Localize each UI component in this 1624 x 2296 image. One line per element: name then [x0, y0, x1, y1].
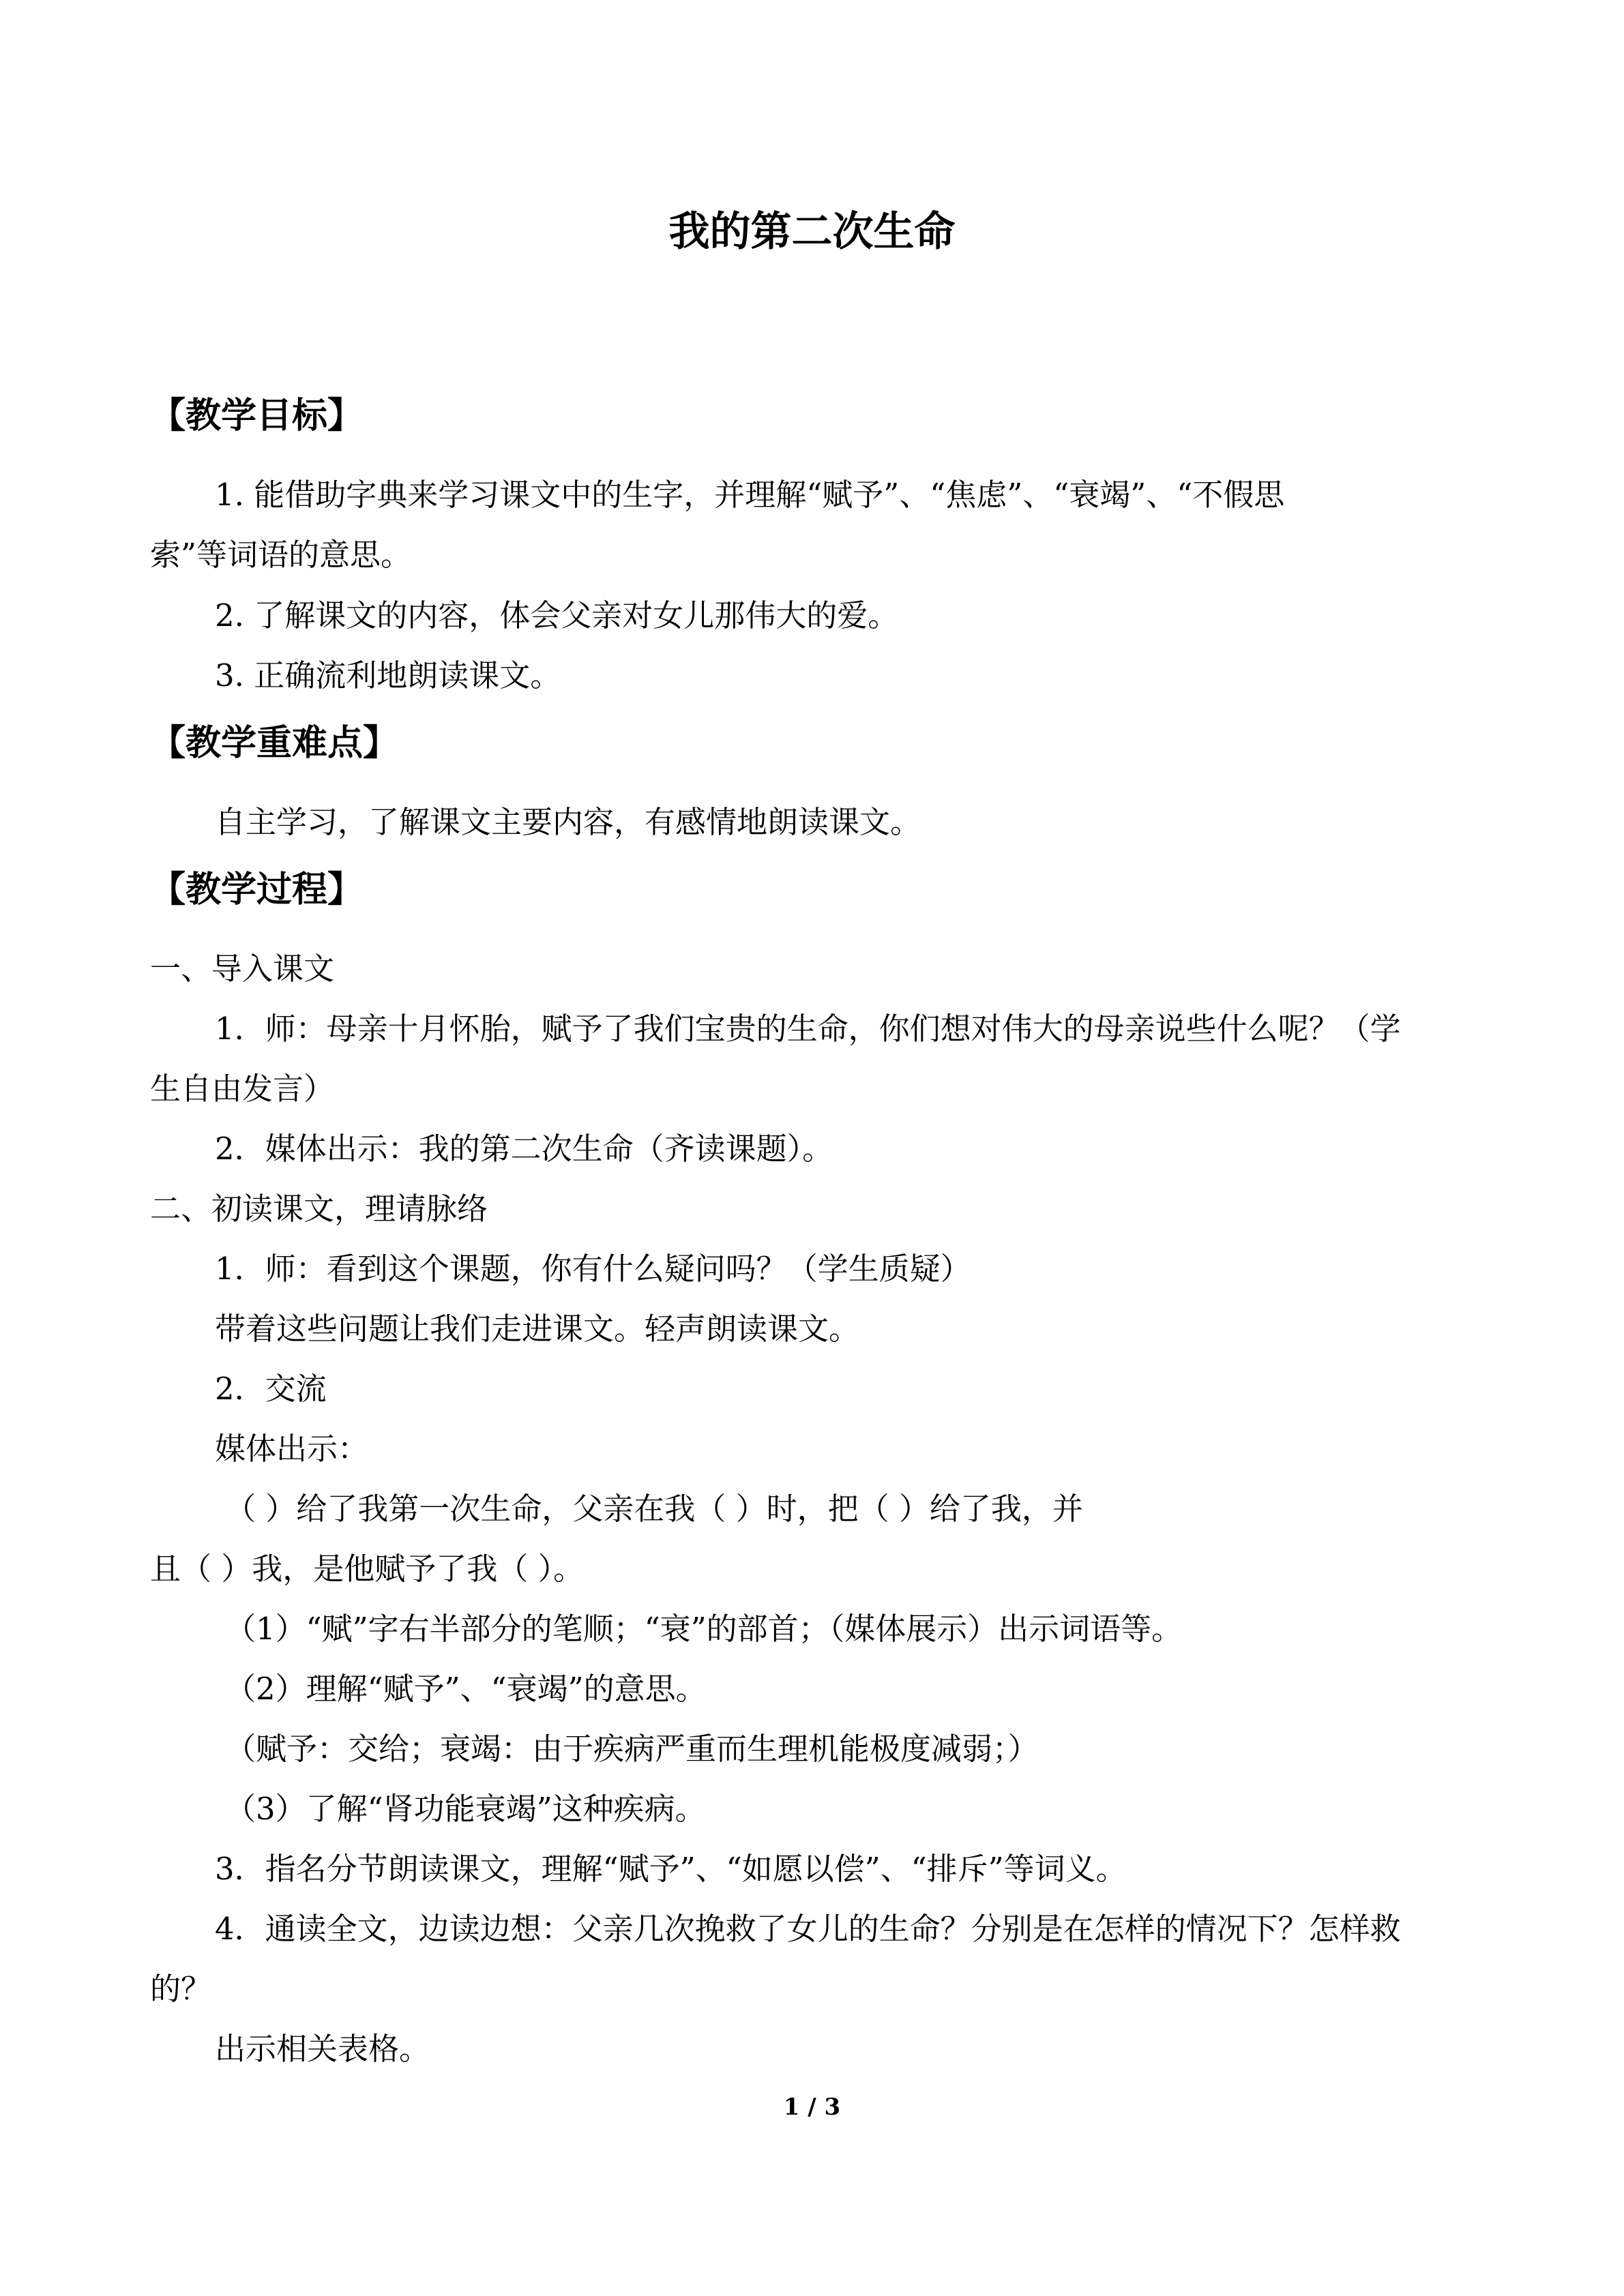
- sub-item-2: （2）理解“赋予”、“衰竭”的意思。: [225, 1671, 707, 1707]
- document-title: 我的第二次生命: [668, 208, 956, 256]
- section-1-item-2: 2．媒体出示：我的第二次生命（齐读课题）。: [215, 1131, 833, 1167]
- section-2-item-4-line-1: 4．通读全文，边读边想：父亲几次挽救了女儿的生命？分别是在怎样的情况下？怎样救: [215, 1911, 1401, 1947]
- section-2-item-2: 2．交流: [215, 1371, 327, 1407]
- section-1-item-1-line-2: 生自由发言）: [150, 1071, 335, 1107]
- fill-in-blank-line-1: （ ）给了我第一次生命，父亲在我（ ）时，把（ ）给了我，并: [225, 1491, 1083, 1527]
- key-points-text: 自主学习，了解课文主要内容，有感情地朗读课文。: [215, 804, 921, 840]
- objective-2: 2. 了解课文的内容，体会父亲对女儿那伟大的爱。: [215, 597, 899, 633]
- objective-3: 3. 正确流利地朗读课文。: [215, 657, 561, 694]
- section-2-item-3: 3．指名分节朗读课文，理解“赋予”、“如愿以偿”、“排斥”等词义。: [215, 1851, 1127, 1887]
- objective-1-line-2: 索”等词语的意思。: [150, 537, 412, 573]
- page-number: 1 / 3: [783, 2093, 841, 2121]
- section-1-item-1-line-1: 1．师：母亲十月怀胎，赋予了我们宝贵的生命，你们想对伟大的母亲说些什么呢？（学: [215, 1011, 1401, 1047]
- heading-process: 【教学过程】: [150, 869, 364, 910]
- section-1-title: 一、导入课文: [150, 951, 335, 987]
- heading-key-points: 【教学重难点】: [150, 723, 399, 764]
- section-2-item-1: 1．师：看到这个课题，你有什么疑问吗？（学生质疑）: [215, 1251, 971, 1287]
- section-2-title: 二、初读课文，理请脉络: [150, 1191, 488, 1227]
- section-2-media-label: 媒体出示：: [215, 1431, 369, 1467]
- heading-objectives: 【教学目标】: [150, 396, 364, 436]
- sub-item-2-note: （赋予：交给；衰竭：由于疾病严重而生理机能极度减弱；）: [225, 1731, 1039, 1767]
- objective-1-line-1: 1. 能借助字典来学习课文中的生字，并理解“赋予”、“焦虑”、“衰竭”、“不假思: [215, 477, 1285, 513]
- sub-item-3: （3）了解“肾功能衰竭”这种疾病。: [225, 1791, 706, 1827]
- section-2-table-note: 出示相关表格。: [215, 2031, 430, 2067]
- section-2-item-4-line-2: 的？: [150, 1971, 212, 2007]
- section-2-item-1-follow: 带着这些问题让我们走进课文。轻声朗读课文。: [215, 1311, 860, 1347]
- fill-in-blank-line-2: 且（ ）我，是他赋予了我（ ）。: [150, 1551, 585, 1587]
- sub-item-1: （1）“赋”字右半部分的笔顺；“衰”的部首；（媒体展示）出示词语等。: [225, 1611, 1183, 1647]
